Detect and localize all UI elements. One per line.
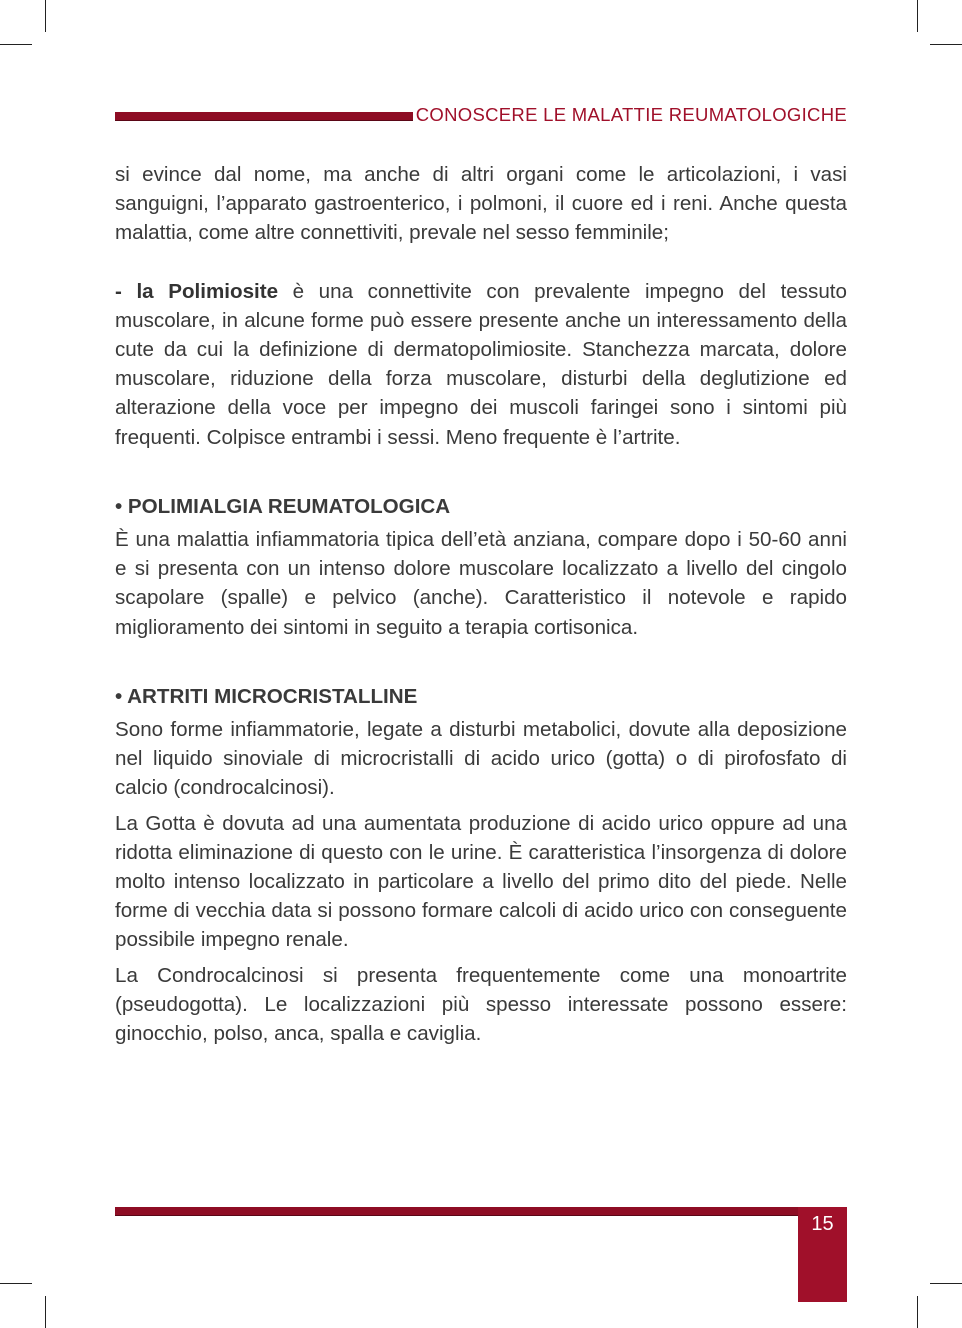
paragraph-polimialgia: È una malattia infiammatoria tipica dell’età anziana, compare dopo i 50-60 anni e si presenta con un intenso dolore muscolare localizzato a livello del cingolo scapolare (spalle) e pelvico (anche). Caratteristico il notevole e rapido miglioramento dei sintomi in seguito a terapia cortisonica.: [115, 528, 847, 639]
crop-mark-top-left-vertical: [45, 0, 46, 32]
footer-rule: [115, 1207, 798, 1216]
paragraph-condrocalcinosi: La Condrocalcinosi si presenta frequentemente come una monoartrite (pseudogotta). Le localizzazioni più spesso interessate possono essere: ginocchio, polso, anca, spalla e caviglia.: [115, 963, 847, 1046]
header-rule: [115, 112, 413, 121]
crop-mark-top-left-horizontal: [0, 44, 32, 45]
paragraph-polimiosite: [115, 277, 847, 452]
crop-mark-bottom-left-horizontal: [0, 1283, 32, 1284]
crop-mark-top-right-vertical: [917, 0, 918, 32]
page-number-tab: [798, 1207, 847, 1302]
paragraph-artriti-intro: Sono forme infiammatorie, legate a disturbi metabolici, dovute alla deposizione nel liquido sinoviale di microcristalli di acido urico (gotta) o di pirofosfato di calcio (condrocalcinosi).: [115, 718, 847, 800]
section-heading-polimialgia: • POLIMIALGIA REUMATOLOGICA: [115, 494, 451, 518]
paragraph-gotta: La Gotta è dovuta ad una aumentata produzione di acido urico oppure ad una ridotta eliminazione di questo con le urine. È caratteristica l’insorgenza di dolore molto intenso localizzato in particolare a livello del primo dito del piede. Nelle forme di vecchia data si possono formare calcoli di acido urico con conseguente possibile impegno renale.: [115, 811, 847, 952]
paragraph-intro: si evince dal nome, ma anche di altri organi come le articolazioni, i vasi sanguigni, l’apparato gastroenterico, i polmoni, il cuore ed i reni. Anche questa malattia, come altre connettiviti, prevale nel sesso femminile;: [115, 163, 847, 245]
crop-mark-top-right-horizontal: [930, 44, 962, 45]
crop-mark-bottom-left-vertical: [45, 1296, 46, 1328]
page-body: [115, 160, 847, 1048]
polimiosite-description: è una connettivite con prevalente impegno del tessuto muscolare, in alcune forme può essere presente anche un interessamento della cute da cui la definizione di dermatopolimiosite. Stanchezza marcata, dolore muscolare, riduzione della forza muscolare, disturbi della deglutizione ed alterazione della voce per impegno dei muscoli faringei sono i sintomi più frequenti. Colpisce entrambi i sessi. Meno frequente è l’artrite.: [115, 279, 847, 449]
page-number: 15: [811, 1213, 834, 1235]
running-header-title: CONOSCERE LE MALATTIE REUMATOLOGICHE: [415, 104, 847, 125]
term-polimiosite: - la Polimiosite: [115, 279, 279, 303]
section-heading-artriti: • ARTRITI MICROCRISTALLINE: [115, 684, 418, 708]
crop-mark-bottom-right-vertical: [917, 1296, 918, 1328]
crop-mark-bottom-right-horizontal: [930, 1283, 962, 1284]
